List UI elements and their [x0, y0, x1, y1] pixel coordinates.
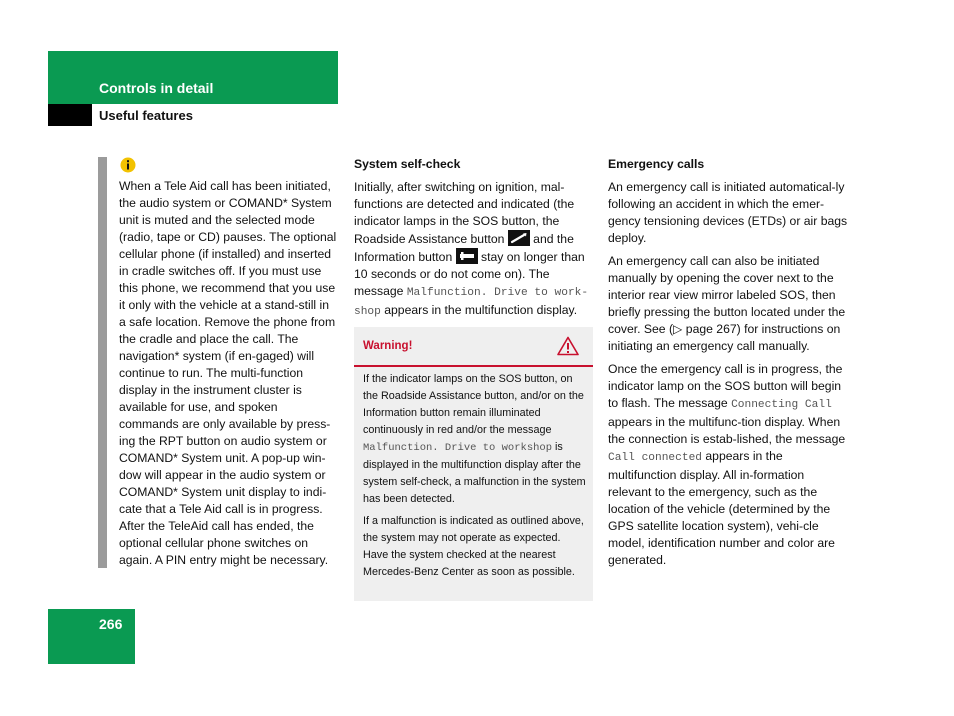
connecting-call-message: Connecting Call: [731, 399, 832, 411]
warning-label: Warning!: [363, 340, 413, 352]
header-bar: [48, 51, 338, 104]
warning-paragraph-2: If a malfunction is indicated as outlined above, the system may not operate as expected. Have the system checked at the nearest Mercedes-Benz Center as soon as possible.: [363, 515, 584, 578]
warning-triangle-icon: [557, 336, 579, 356]
self-check-heading: System self-check: [354, 157, 461, 171]
section-title: Controls in detail: [99, 80, 214, 96]
call-connected-message: Call connected: [608, 452, 702, 464]
emergency-paragraph-3: Once the emergency call is in progress, the indicator lamp on the SOS button will begin to flash. The message Connecting Call appears in the multifunc-tion display. When the connection is estab-lished, the message Call connected appears in the multifunction display. All in-formation relevant to the emergency, such as the location of the vehicle (determined by the GPS satellite location system), vehi-cle model, identification number and color are generated.: [608, 362, 846, 567]
wrench-icon: [508, 230, 530, 246]
malfunction-message: Malfunction. Drive to workshop: [363, 442, 553, 454]
emergency-paragraph-1: An emergency call is initiated automatical-ly following an accident in which the emer-gency tensioning devices (ETDs) or air bags deploy.: [608, 180, 848, 245]
info-side-bar: [98, 157, 107, 568]
emergency-section: [608, 156, 850, 575]
info-text: When a Tele Aid call has been initiated, the audio system or COMAND* System unit is muted and the selected mode (radio, tape or CD) pauses. The optional cellular phone (if installed) and inserted in cradle switches off. If you must use this phone, we recommend that you use it only with the vehicle at a stand-still in a safe location. Remove the phone from the cradle and place the call. The navigation* system (if en-gaged) will continue to run. The multi-function display in the instrument cluster is available for use, and spoken commands are only available by press-ing the RPT button on audio system or COMAND* System unit. A pop-up win-dow will appear in the audio system or COMAND* System unit display to indi-cate that a Tele Aid call is in progress. After the TeleAid call has ended, the optional cellular phone switches on again. A PIN entry might be necessary.: [119, 179, 337, 567]
emergency-heading: Emergency calls: [608, 157, 705, 171]
warning-paragraph-1: If the indicator lamps on the SOS button, on the Roadside Assistance button, and/or on the Information button remain illuminated continuously in red and/or the message Malfunction. Drive to workshop is displayed in the multifunction display after the system self-check, a malfunction in the system has been detected.: [363, 373, 586, 505]
page-number: 266: [99, 616, 123, 632]
emergency-paragraph-2: An emergency call can also be initiated manually by opening the cover next to the interior rear view mirror labeled SOS, then briefly pressing the button located under the cover. See (▷ page 267) for instructions on initiating an emergency call manually.: [608, 254, 846, 353]
info-icon: [120, 157, 136, 173]
info-note: [119, 178, 339, 575]
warning-header: [354, 327, 593, 367]
warning-box: [354, 327, 593, 601]
warning-body: [363, 371, 587, 586]
malfunction-message: Malfunction. Drive to work-shop: [354, 287, 589, 318]
self-check-section: [354, 156, 594, 327]
self-check-text: Initially, after switching on ignition, mal-functions are detected and indicated (the indicator lamps in the SOS button, the Roadside Assistance button and the Information button stay on longer than 10 seconds or do not come on). The message Malfunction. Drive to work-shop appears in the multifunction display.: [354, 180, 589, 318]
section-marker: [48, 104, 92, 126]
information-button-icon: [456, 248, 478, 264]
subsection-title: Useful features: [99, 108, 193, 123]
